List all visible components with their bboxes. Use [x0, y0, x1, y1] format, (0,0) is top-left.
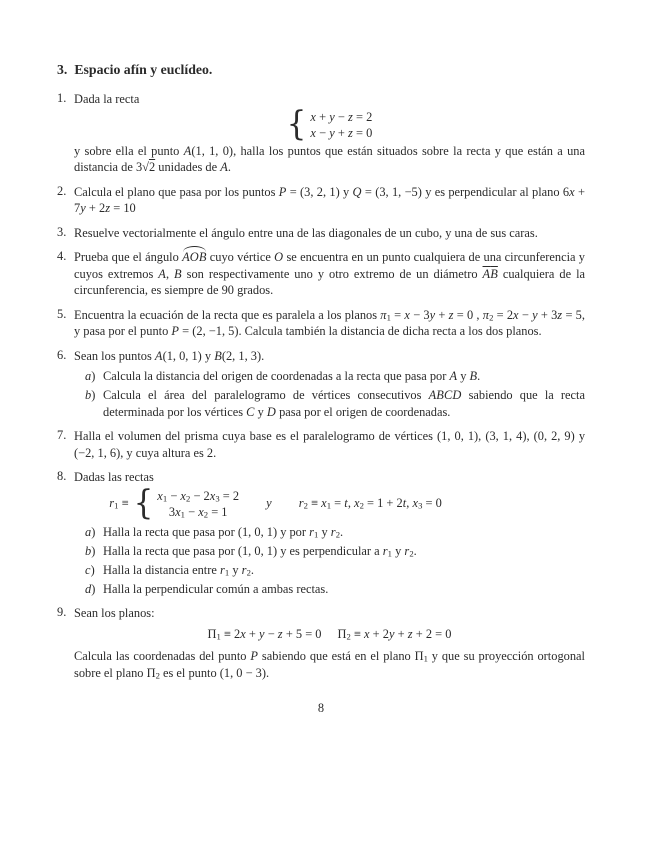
system-lines [157, 488, 239, 520]
item-number: 7. [57, 428, 67, 442]
paragraph: Halla la distancia entre $r_1$ y $r_2$. [103, 562, 254, 578]
paragraph: Calcula el área del paralelogramo de vértices consecutivos ABCD sabiendo que la recta determinada por los vértices C y D pasa por el origen de coordenadas. [103, 388, 585, 419]
paragraph: Prueba que el ángulo AOB cuyo vértice O se encuentra en un punto cualquiera de una circunferencia y cuyos extremos A, B son respectivamente uno y otro extremo de un diámetro AB cualquiera de la circunferencia, es siempre de 90 grados. [74, 250, 586, 297]
section-title-text: Espacio afín y euclídeo. [74, 62, 213, 77]
paragraph: Calcula las coordenadas del punto P sabiendo que está en el plano $\Pi_1$ y que su proyección ortogonal sobre el plano $\Pi_2$ es el punto (1, 0 − 3). [74, 649, 585, 681]
item-number: 5. [57, 306, 67, 321]
sub-items [74, 368, 585, 420]
planes-equation [74, 626, 585, 643]
section-heading [57, 62, 585, 78]
sub-item-a [74, 524, 585, 541]
item-body [74, 225, 585, 242]
sub-item-b [74, 387, 585, 420]
paragraph: Resuelve vectorialmente el ángulo entre una de las diagonales de un cubo, y una de sus caras. [74, 225, 538, 240]
exercise-8 [57, 469, 585, 597]
exercise-9 [57, 605, 585, 681]
sub-items [74, 524, 585, 598]
paragraph: Halla la recta que pasa por (1, 0, 1) y por $r_1$ y $r_2$. [103, 524, 344, 540]
equation-system [74, 104, 585, 144]
sub-marker: d) [85, 581, 96, 596]
sub-marker: b) [85, 543, 96, 558]
paragraph: Calcula el plano que pasa por los puntos P = (3, 2, 1) y Q = (3, 1, −5) y es perpendicular al plano 6x + 7y + 2z = 10 [74, 184, 586, 215]
item-body [74, 91, 585, 176]
paragraph: y sobre ella el punto A(1, 1, 0), halla los puntos que están situados sobre la recta y que están a una distancia de 3√2 unidades de A. [74, 143, 586, 174]
exercise-6 [57, 348, 585, 421]
paragraph: Halla el volumen del prisma cuya base es el paralelogramo de vértices (1, 0, 1), (3, 1, 4), (0, 2, 9) y (−2, 1, 6), y cuya altura es 2. [74, 429, 586, 460]
item-number: 4. [57, 249, 67, 263]
exercise-1 [57, 91, 585, 176]
paragraph: Sean los planos: [74, 606, 155, 620]
sub-marker: a) [85, 369, 96, 383]
item-body [74, 184, 585, 217]
r1-label: $r_1$ ≡ [109, 496, 129, 511]
paragraph: Dadas las rectas [74, 470, 154, 484]
paragraph: Sean los puntos A(1, 0, 1) y B(2, 1, 3). [74, 348, 265, 363]
plane-2-equation: $\Pi_2 \equiv x + 2y + z + 2 = 0$ [337, 626, 452, 642]
equation-line: $3x_1 - x_2 = 1$ [168, 504, 228, 520]
left-brace: { [286, 104, 307, 144]
item-body [74, 348, 585, 421]
plane-1-equation: $\Pi_1 \equiv 2x + y - z + 5 = 0$ [207, 626, 322, 642]
sub-item-c [74, 562, 585, 579]
item-number: 9. [57, 605, 67, 619]
item-body [74, 469, 585, 597]
sub-item-a [74, 368, 585, 385]
system-lines [310, 109, 372, 141]
sub-marker: b) [85, 388, 96, 402]
item-number: 6. [57, 347, 67, 362]
item-number: 1. [57, 91, 67, 105]
sub-item-d [74, 581, 585, 598]
sub-item-b [74, 543, 585, 560]
sub-marker: c) [85, 562, 95, 577]
item-number: 8. [57, 469, 67, 483]
item-body [74, 307, 585, 340]
exercise-7 [57, 428, 585, 461]
equation-line: x − y + z = 0 [310, 125, 373, 140]
connector: y [266, 496, 272, 511]
left-brace: { [133, 483, 154, 523]
lines-equation [74, 483, 585, 523]
paragraph: Calcula la distancia del origen de coordenadas a la recta que pasa por A y B. [103, 369, 481, 383]
page-number: 8 [317, 701, 325, 715]
equation-line: x + y − z = 2 [310, 109, 373, 124]
exercise-3 [57, 225, 585, 242]
equation-line: $x_1 - x_2 - 2x_3 = 2$ [157, 488, 240, 504]
item-body [74, 605, 585, 681]
paragraph: Halla la perpendicular común a ambas rectas. [103, 581, 329, 596]
sub-marker: a) [85, 524, 96, 539]
exercise-4 [57, 249, 585, 299]
item-body [74, 428, 585, 461]
paragraph: Dada la recta [74, 92, 140, 106]
item-number: 3. [57, 224, 67, 239]
paragraph: Halla la recta que pasa por (1, 0, 1) y es perpendicular a $r_1$ y $r_2$. [103, 543, 417, 559]
section-number: 3. [57, 62, 68, 77]
exercise-2 [57, 184, 585, 217]
item-number: 2. [57, 183, 67, 198]
exercise-5 [57, 307, 585, 340]
paragraph: Encuentra la ecuación de la recta que es paralela a los planos $\pi_1 = x - 3y + z = 0$ , $\pi_2 = 2x - y + 3z = 5$, y pasa por el punto P = (2, −1, 5). Calcula también la distancia de dicha recta a los dos planos. [74, 307, 585, 338]
r2-equation: $r_2 \equiv x_1 = t$, $x_2 = 1 + 2t$, $x_3 = 0$ [298, 496, 442, 511]
item-body [74, 249, 585, 299]
